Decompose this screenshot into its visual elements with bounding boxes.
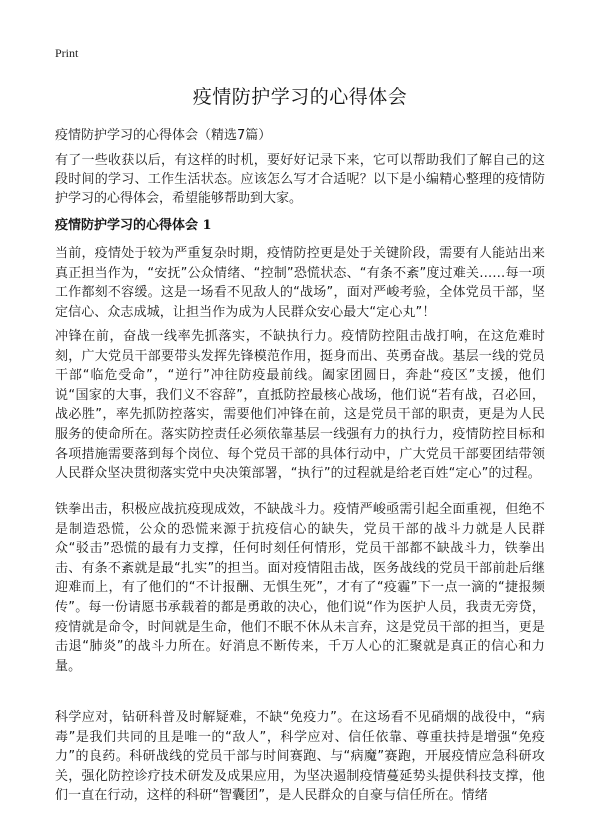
page-title: 疫情防护学习的心得体会 [192, 86, 408, 108]
intro-paragraph: 有了一些收获以后，有这样的时机，要好好记录下来，它可以帮助我们了解自己的这段时间的学习、工作生活状态。应该怎么写才合适呢？以下是小编精心整理的疫情防护学习的心得体会，希望能够帮助到大家。 [55, 153, 545, 206]
body-paragraph: 冲锋在前，奋战一线率先抓落实，不缺执行力。疫情防控阻击战打响，在这危难时刻，广大党员干部要带头发挥先锋模范作用，挺身而出、英勇奋战。基层一线的党员干部“临危受命”，“逆行”冲往防疫最前线。阖家团圆日，奔赴“疫区”支援，他们说“国家的大事，我们义不容辞”，直抵防控最核心战场，他们说“若有战，召必回，战必胜”，率先抓防控落实，需要他们冲锋在前，这是党员干部的职责，更是为人民服务的使命所在。落实防控责任必须依靠基层一线强有力的执行力，疫情防控目标和各项措施需要落到每个岗位、每个党员干部的具体行动中，广大党员干部要团结带领人民群众坚决贯彻落实党中央决策部署，“执行”的过程就是给老百姓“定心”的过程。 [55, 329, 545, 482]
body-paragraph: 科学应对，钻研科普及时解疑难，不缺“免疫力”。在这场看不见硝烟的战役中，“病毒”是我们共同的且是唯一的“敌人”，科学应对、信任依靠、尊重扶持是增强“免疫力”的良药。科研战线的党员干部与时间赛跑、与“病魔”赛跑，开展疫情应急科研攻关，强化防控诊疗技术研发及成果应用，为坚决遏制疫情蔓延势头提供科技支撑，他们一直在行动，这样的科研“智囊团”，是人民群众的自豪与信任所在。情绪 [55, 710, 545, 804]
print-link[interactable]: Print [55, 46, 79, 60]
body-paragraph: 当前，疫情处于较为严重复杂时期，疫情防控更是处于关键阶段，需要有人能站出来真正担当作为，“安抚”公众情绪、“控制”恐慌状态、“有条不紊”度过难关……每一项工作都刻不容缓。这是一场看不见敌人的“战场”，面对严峻考验，全体党员干部，坚定信心、众志成城，让担当作为成为人民群众安心最大“定心丸”！ [55, 246, 545, 320]
body-paragraph: 铁拳出击，积极应战抗疫现成效，不缺战斗力。疫情严峻亟需引起全面重视，但绝不是制造恐慌，公众的恐慌来源于抗疫信心的缺失，党员干部的战斗力就是人民群众“驳击”恐慌的最有力支撑，任何时刻任何情形，党员干部都不缺战斗力，铁拳出击、有条不紊就是最“扎实”的担当。面对疫情阻击战，医务战线的党员干部前赴后继迎难而上，有了他们的“不计报酬、无惧生死”，才有了“疫霾”下一点一滴的“捷报频传”。每一份请愿书承载着的都是勇敢的决心，他们说“作为医护人员，我责无旁贷，疫情就是命令，时间就是生命，他们不眠不休从未言弃，这是党员干部的担当，更是击退“肺炎”的战斗力所在。好消息不断传来，千万人心的汇聚就是真正的信心和力量。 [55, 502, 545, 674]
document-subtitle: 疫情防护学习的心得体会（精选7篇） [55, 128, 272, 143]
section-heading: 疫情防护学习的心得体会 1 [55, 218, 212, 233]
